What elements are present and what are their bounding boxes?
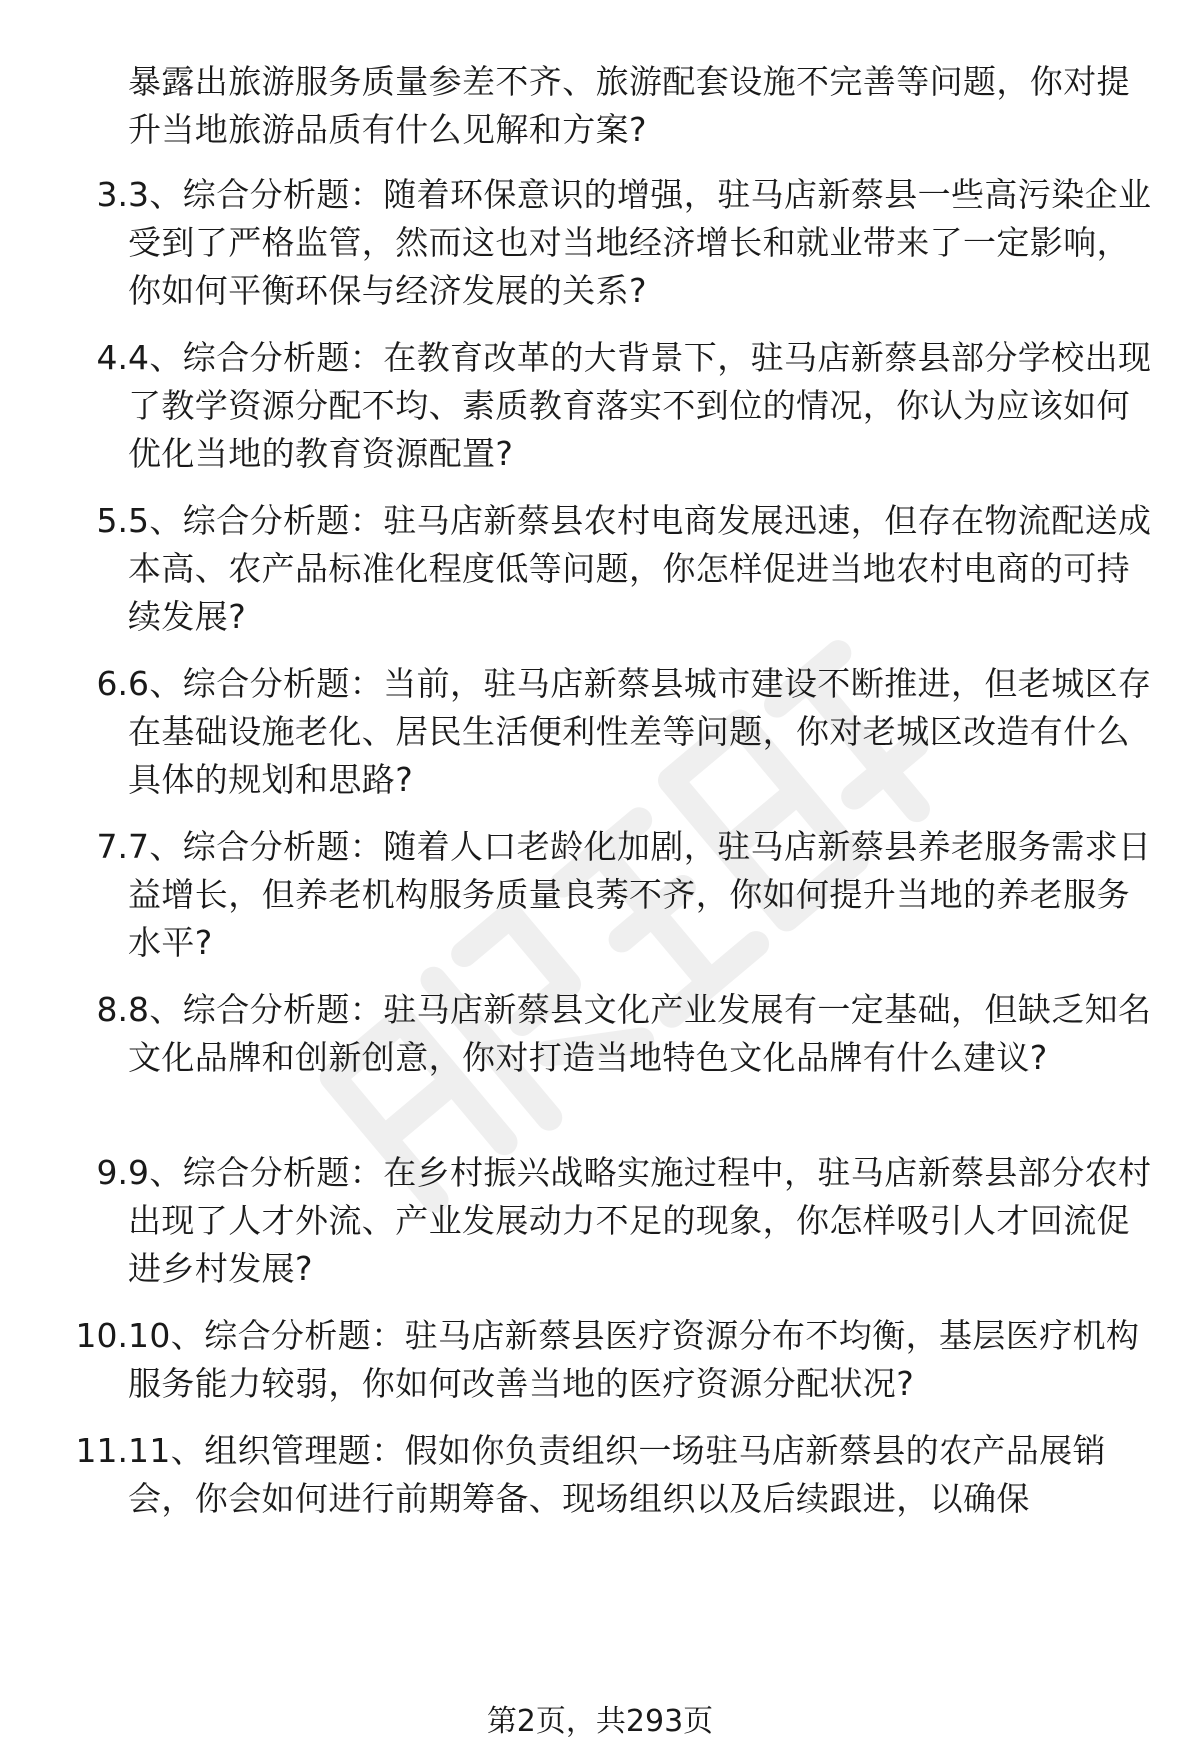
- page-footer: 第2页，共293页: [486, 1704, 714, 1739]
- list-item-number: 5.: [96, 501, 128, 540]
- list-item-number: 9.: [96, 1153, 128, 1192]
- list-item-text: 6、综合分析题：当前，驻马店新蔡县城市建设不断推进，但老城区存在基础设施老化、居民生活便利性差等问题，你对老城区改造有什么具体的规划和思路?: [128, 664, 1152, 799]
- list-item: [0, 1427, 1200, 1587]
- list-item-number: 6.: [96, 664, 128, 703]
- list-item: [0, 660, 1200, 820]
- list-item: [0, 1149, 1200, 1309]
- list-item-number: 8.: [96, 990, 128, 1029]
- list-item: [0, 334, 1200, 494]
- list-item: [0, 171, 1200, 331]
- list-item-text: 7、综合分析题：随着人口老龄化加剧，驻马店新蔡县养老服务需求日益增长，但养老机构服务质量良莠不齐，你如何提升当地的养老服务水平?: [128, 827, 1152, 962]
- list-item-text: 8、综合分析题：驻马店新蔡县文化产业发展有一定基础，但缺乏知名文化品牌和创新创意，你对打造当地特色文化品牌有什么建议?: [128, 990, 1152, 1077]
- list-item-text: 3、综合分析题：随着环保意识的增强，驻马店新蔡县一些高污染企业受到了严格监管，然而这也对当地经济增长和就业带来了一定影响，你如何平衡环保与经济发展的关系?: [128, 175, 1152, 310]
- intro-paragraph: 暴露出旅游服务质量参差不齐、旅游配套设施不完善等问题，你对提升当地旅游品质有什么见解和方案?: [128, 62, 1130, 149]
- list-item-text: 9、综合分析题：在乡村振兴战略实施过程中，驻马店新蔡县部分农村出现了人才外流、产业发展动力不足的现象，你怎样吸引人才回流促进乡村发展?: [128, 1153, 1152, 1288]
- list-item-number: 4.: [96, 338, 128, 377]
- list-item-number: 11.: [75, 1431, 128, 1470]
- list-item-text: 10、综合分析题：驻马店新蔡县医疗资源分布不均衡，基层医疗机构服务能力较弱，你如何改善当地的医疗资源分配状况?: [128, 1316, 1140, 1403]
- list-item-number: 3.: [96, 175, 128, 214]
- list-item-text: 11、组织管理题：假如你负责组织一场驻马店新蔡县的农产品展销会，你会如何进行前期筹备、现场组织以及后续跟进，以确保: [128, 1431, 1106, 1518]
- list-item-number: 7.: [96, 827, 128, 866]
- list-item-text: 5、综合分析题：驻马店新蔡县农村电商发展迅速，但存在物流配送成本高、农产品标准化程度低等问题，你怎样促进当地农村电商的可持续发展?: [128, 501, 1152, 636]
- list-item-number: 10.: [75, 1316, 128, 1355]
- list-item: [0, 986, 1200, 1146]
- list-item-text: 4、综合分析题：在教育改革的大背景下，驻马店新蔡县部分学校出现了教学资源分配不均、素质教育落实不到位的情况，你认为应该如何优化当地的教育资源配置?: [128, 338, 1152, 473]
- list-item: [0, 497, 1200, 657]
- list-item: [0, 823, 1200, 983]
